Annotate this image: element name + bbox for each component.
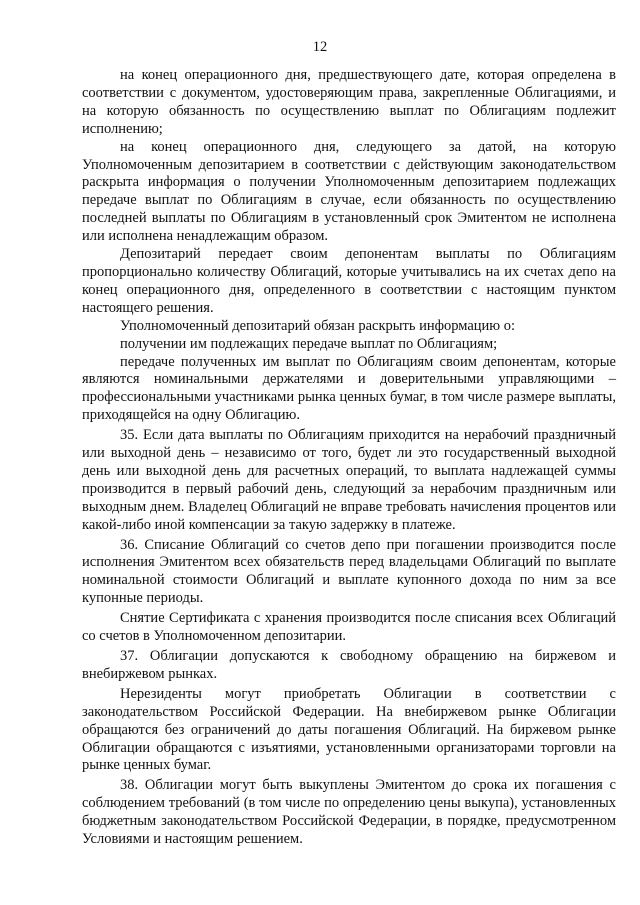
paragraph-record-date-after: на конец операционного дня, следующего за датой, на которую Уполномоченным депозитарием в соответствии с действующим законодательством раскрыта информация о получении Уполномоченным депозитарием подлежащих передаче выплат по Облигациям в случае, если обязанность по осуществлению последней выплаты по Облигациям в установленный срок Эмитентом не исполнена или исполнена ненадлежащим образом. xyxy=(82,138,616,245)
paragraph-depositary-transfers: Депозитарий передает своим депонентам выплаты по Облигациям пропорционально количеству Облигаций, которые учитывались на их счетах депо на конец операционного дня, определенного в соответствии с настоящим пунктом настоящего решения. xyxy=(82,246,616,316)
paragraph-record-date-before: на конец операционного дня, предшествующего дате, которая определена в соответствии с документом, удостоверяющим права, закрепленные Облигациями, и на которую обязанность по осуществлению выплат по Облигациям подлежит исполнению; xyxy=(82,67,616,137)
paragraph-certificate-removal: Снятие Сертификата с хранения производится после списания всех Облигаций со счетов в Уполномоченном депозитарии. xyxy=(82,610,616,645)
paragraph-item-38: 38. Облигации могут быть выкуплены Эмитентом до срока их погашения с соблюдением требований (в том числе по определению цены выкупа), установленных бюджетным законодательством Российской Федерации, в порядке, предусмотренном Условиями и настоящим решением. xyxy=(82,777,616,848)
paragraph-item-37: 37. Облигации допускаются к свободному обращению на биржевом и внебиржевом рынках. xyxy=(82,648,616,682)
paragraph-disclosure-intro: Уполномоченный депозитарий обязан раскрыть информацию о: xyxy=(120,317,516,334)
document-body xyxy=(82,67,616,849)
paragraph-nonresidents: Нерезиденты могут приобретать Облигации в соответствии с законодательством Российской Федерации. На внебиржевом рынке Облигации обращаются без ограничений до даты погашения Облигаций. На биржевом рынке Облигации обращаются с изъятиями, установленными организаторами торговли на рынке ценных бумаг. xyxy=(82,685,616,774)
paragraph-disclosure-receipt: получении им подлежащих передаче выплат по Облигациям; xyxy=(120,335,498,352)
paragraph-item-35: 35. Если дата выплаты по Облигациям приходится на нерабочий праздничный или выходной день – независимо от того, будет ли это государственный выходной день или выходной день для расчетных операций, то выплата надлежащей суммы производится в первый рабочий день, следующий за нерабочим праздничным или выходным днем. Владелец Облигаций не вправе требовать начисления процентов или какой-либо иной компенсации за такую задержку в платеже. xyxy=(82,427,616,533)
page-number: 12 xyxy=(312,39,328,55)
paragraph-disclosure-transfer: передаче полученных им выплат по Облигациям своим депонентам, которые являются номинальными держателями и доверительными управляющими – профессиональными участниками рынка ценных бумаг, в том числе размере выплаты, приходящейся на одну Облигацию. xyxy=(82,353,616,424)
paragraph-item-36: 36. Списание Облигаций со счетов депо при погашении производится после исполнения Эмитентом всех обязательств перед владельцами Облигаций по выплате номинальной стоимости Облигаций и выплате купонного дохода по ним за все купонные периоды. xyxy=(82,536,616,607)
